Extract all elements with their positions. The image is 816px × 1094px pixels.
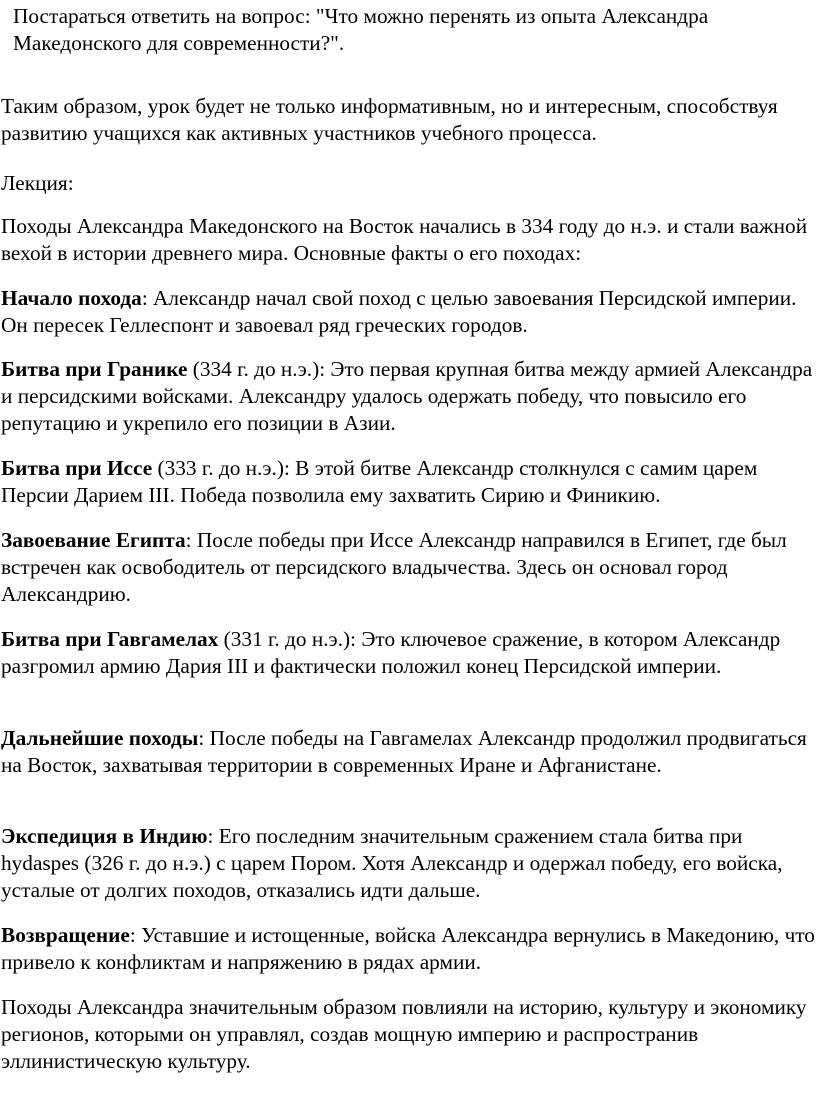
fact-text: : Александр начал свой поход с целью завоевания Персидской империи. Он пересек Геллеспонт и завоевал ряд греческих городов. bbox=[1, 286, 797, 337]
fact-text: : После победы на Гавгамелах Александр продолжил продвигаться на Восток, захватывая территории в современных Иране и Афганистане. bbox=[1, 726, 807, 777]
fact-start-of-campaign bbox=[1, 285, 816, 339]
fact-battle-granicus bbox=[1, 356, 816, 437]
fact-india-expedition bbox=[1, 823, 816, 904]
lecture-intro-paragraph: Походы Александра Македонского на Восток начались в 334 году до н.э. и стали важной вехой в истории древнего мира. Основные факты о его походах: bbox=[1, 214, 808, 265]
conclusion-paragraph: Походы Александра значительным образом повлияли на историю, культуру и экономику регионов, которыми он управлял, создав мощную империю и распространив эллинистическую культуру. bbox=[1, 995, 807, 1073]
fact-return bbox=[1, 922, 816, 976]
fact-title: Битва при Гранике bbox=[1, 357, 188, 381]
fact-title: Битва при Гавгамелах bbox=[1, 627, 219, 651]
fact-text: : После победы при Иссе Александр направился в Египет, где был встречен как освободитель от персидского владычества. Здесь он основал город Александрию. bbox=[1, 528, 787, 606]
lecture-label: Лекция: bbox=[1, 171, 74, 195]
fact-title: Дальнейшие походы bbox=[1, 726, 199, 750]
summary-paragraph: Таким образом, урок будет не только информативным, но и интересным, способствуя развитию учащихся как активных участников учебного процесса. bbox=[1, 94, 778, 145]
fact-battle-gaugamela bbox=[1, 626, 816, 680]
fact-title: Начало похода bbox=[1, 286, 142, 310]
fact-text: : Уставшие и истощенные, войска Александра вернулись в Македонию, что привело к конфликтам и напряжению в рядах армии. bbox=[1, 923, 815, 974]
fact-title: Завоевание Египта bbox=[1, 528, 186, 552]
fact-text: : Его последним значительным сражением стала битва при hydaspes (326 г. до н.э.) с царем Пором. Хотя Александр и одержал победу, его войска, усталые от долгих походов, отказались идти дальше. bbox=[1, 824, 783, 902]
fact-text: (331 г. до н.э.): Это ключевое сражение, в котором Александр разгромил армию Дария III и фактически положил конец Персидской империи. bbox=[1, 627, 781, 678]
fact-text: (333 г. до н.э.): В этой битве Александр столкнулся с самим царем Персии Дарием III. Победа позволила ему захватить Сирию и Финикию. bbox=[1, 456, 758, 507]
fact-title: Битва при Иссе bbox=[1, 456, 153, 480]
fact-text: (334 г. до н.э.): Это первая крупная битва между армией Александра и персидскими войсками. Александру удалось одержать победу, что повысило его репутацию и укрепило его позиции в Азии. bbox=[1, 357, 813, 435]
fact-further-campaigns bbox=[1, 725, 816, 779]
intro-question: Постараться ответить на вопрос: "Что можно перенять из опыта Александра Македонского для современности?". bbox=[13, 4, 709, 55]
fact-title: Возвращение bbox=[1, 923, 130, 947]
fact-battle-issus bbox=[1, 455, 816, 509]
fact-conquest-egypt bbox=[1, 527, 816, 608]
fact-title: Экспедиция в Индию bbox=[1, 824, 208, 848]
